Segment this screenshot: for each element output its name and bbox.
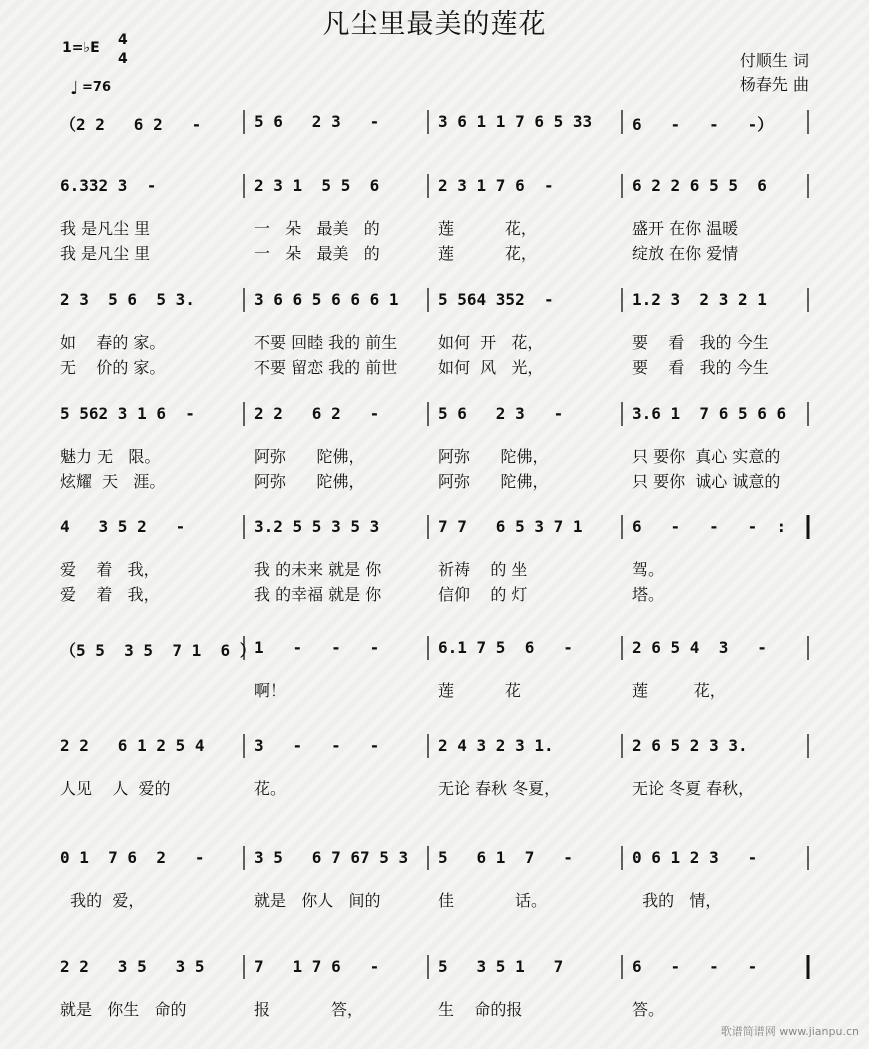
lyric-text: 人见 人 爱的 (60, 779, 171, 798)
lyric-text: 绽放 在你 爱情 (632, 244, 739, 263)
note-measure: 1.2 3 2 3 2 1 (632, 290, 767, 309)
lyric-text: 要 看 我的 今生 (632, 333, 769, 352)
note-measure: 6 - - -） (632, 115, 774, 134)
lyricist-credit: 付顺生 词 (739, 51, 809, 70)
lyric-text: 就是 你人 间的 (254, 891, 381, 910)
lyric-text: 答。 (632, 1000, 665, 1019)
time-signature-top: 4 (118, 32, 128, 48)
lyric-text: 阿弥 陀佛， (254, 472, 365, 491)
lyric-text: 魅力 无 限。 (60, 447, 161, 466)
note-measure: 2 2 6 1 2 5 4 (60, 736, 205, 755)
lyric-text: 莲 花， (438, 219, 537, 238)
lyric-text: 驾。 (632, 560, 665, 579)
lyric-text: 花。 (254, 779, 287, 798)
lyric-text: 爱 着 我， (60, 560, 160, 579)
lyric-text: 爱 着 我， (60, 585, 160, 604)
note-measure: 5 6 1 7 - (438, 848, 573, 867)
note-measure: （5 5 3 5 7 1 6 ） (60, 641, 256, 660)
note-measure: 3 6 1 1 7 6 5 33 (438, 112, 593, 131)
lyric-text: 啊！ (254, 681, 287, 700)
lyric-text: 报 答， (254, 1000, 364, 1019)
lyric-text: 炫耀 天 涯。 (60, 472, 166, 491)
key-signature: 1=♭E (62, 40, 100, 56)
note-measure: 2 2 6 2 - (254, 404, 380, 423)
lyric-text: 只 要你 真心 实意的 (632, 447, 781, 466)
lyric-text: 佳 话。 (438, 891, 548, 910)
note-measure: 6 - - - : (632, 517, 787, 536)
lyric-text: 要 看 我的 今生 (632, 358, 769, 377)
lyric-text: 盛开 在你 温暖 (632, 219, 739, 238)
lyric-text: 生 命的报 (438, 1000, 523, 1019)
lyric-text: 如何 开 花， (438, 333, 544, 352)
lyric-text: 只 要你 诚心 诚意的 (632, 472, 781, 491)
lyric-text: 我的 爱， (60, 891, 145, 910)
lyric-text: 一 朵 最美 的 (254, 244, 380, 263)
note-measure: 3 - - - (254, 736, 380, 755)
note-measure: 0 6 1 2 3 - (632, 848, 758, 867)
lyric-text: 我 是凡尘 里 (60, 219, 151, 238)
note-measure: 7 1 7 6 - (254, 957, 380, 976)
lyric-text: 莲 花， (438, 244, 537, 263)
lyric-text: 无 价的 家。 (60, 358, 166, 377)
lyric-text: 不要 回睦 我的 前生 (254, 333, 398, 352)
lyric-text: 不要 留恋 我的 前世 (254, 358, 398, 377)
note-measure: 2 6 5 4 3 - (632, 638, 767, 657)
note-measure: 2 4 3 2 3 1. (438, 736, 554, 755)
lyric-text: 我 的未来 就是 你 (254, 560, 382, 579)
note-measure: 6.1 7 5 6 - (438, 638, 573, 657)
composer-credit: 杨春先 曲 (739, 75, 809, 94)
song-title: 凡尘里最美的莲花 (322, 9, 547, 40)
tempo-marking: =76 (82, 80, 111, 95)
note-measure: 3 6 6 5 6 6 6 1 (254, 290, 399, 309)
note-measure: 5 564 352 - (438, 290, 554, 309)
lyric-text: 无论 冬夏 春秋， (632, 779, 755, 798)
lyric-text: 我 的幸福 就是 你 (254, 585, 382, 604)
note-measure: 2 3 5 6 5 3. (60, 290, 195, 309)
note-measure: 3 5 6 7 67 5 3 (254, 848, 409, 867)
note-measure: 2 3 1 7 6 - (438, 176, 554, 195)
lyric-text: 莲 花， (632, 681, 726, 700)
note-measure: 1 - - - (254, 638, 380, 657)
lyric-text: 祈祷 的 坐 (438, 560, 528, 579)
lyric-text: 莲 花 (438, 681, 521, 700)
note-measure: 7 7 6 5 3 7 1 (438, 517, 583, 536)
note-measure: 3.6 1 7 6 5 6 6 (632, 404, 787, 423)
lyric-text: 如 春的 家。 (60, 333, 166, 352)
note-measure: 5 562 3 1 6 - (60, 404, 195, 423)
lyric-text: 一 朵 最美 的 (254, 219, 380, 238)
lyric-text: 如何 风 光， (438, 358, 544, 377)
note-measure: 4 3 5 2 - (60, 517, 186, 536)
note-measure: 3.2 5 5 3 5 3 (254, 517, 380, 536)
note-measure: 6.332 3 - (60, 176, 157, 195)
lyric-text: 塔。 (632, 585, 665, 604)
lyric-text: 我的 情， (632, 891, 722, 910)
lyric-text: 无论 春秋 冬夏， (438, 779, 561, 798)
note-measure: 5 6 2 3 - (438, 404, 564, 423)
lyric-text: 信仰 的 灯 (438, 585, 528, 604)
time-signature-bottom: 4 (118, 51, 128, 67)
note-measure: 6 - - - (632, 957, 758, 976)
lyric-text: 我 是凡尘 里 (60, 244, 151, 263)
note-measure: 5 3 5 1 7 (438, 957, 564, 976)
note-measure: 0 1 7 6 2 - (60, 848, 205, 867)
note-measure: 5 6 2 3 - (254, 112, 380, 131)
lyric-text: 就是 你生 命的 (60, 1000, 187, 1019)
note-measure: 6 2 2 6 5 5 6 (632, 176, 767, 195)
watermark: 歌谱简谱网 www.jianpu.cn (720, 1025, 859, 1038)
note-measure: 2 6 5 2 3 3. (632, 736, 748, 755)
note-measure: 2 2 3 5 3 5 (60, 957, 205, 976)
note-measure: （2 2 6 2 - (60, 115, 202, 134)
note-measure: 2 3 1 5 5 6 (254, 176, 380, 195)
lyric-text: 阿弥 陀佛， (254, 447, 365, 466)
quarter-note-icon: ♩ (70, 78, 79, 99)
lyric-text: 阿弥 陀佛， (438, 447, 549, 466)
lyric-text: 阿弥 陀佛， (438, 472, 549, 491)
